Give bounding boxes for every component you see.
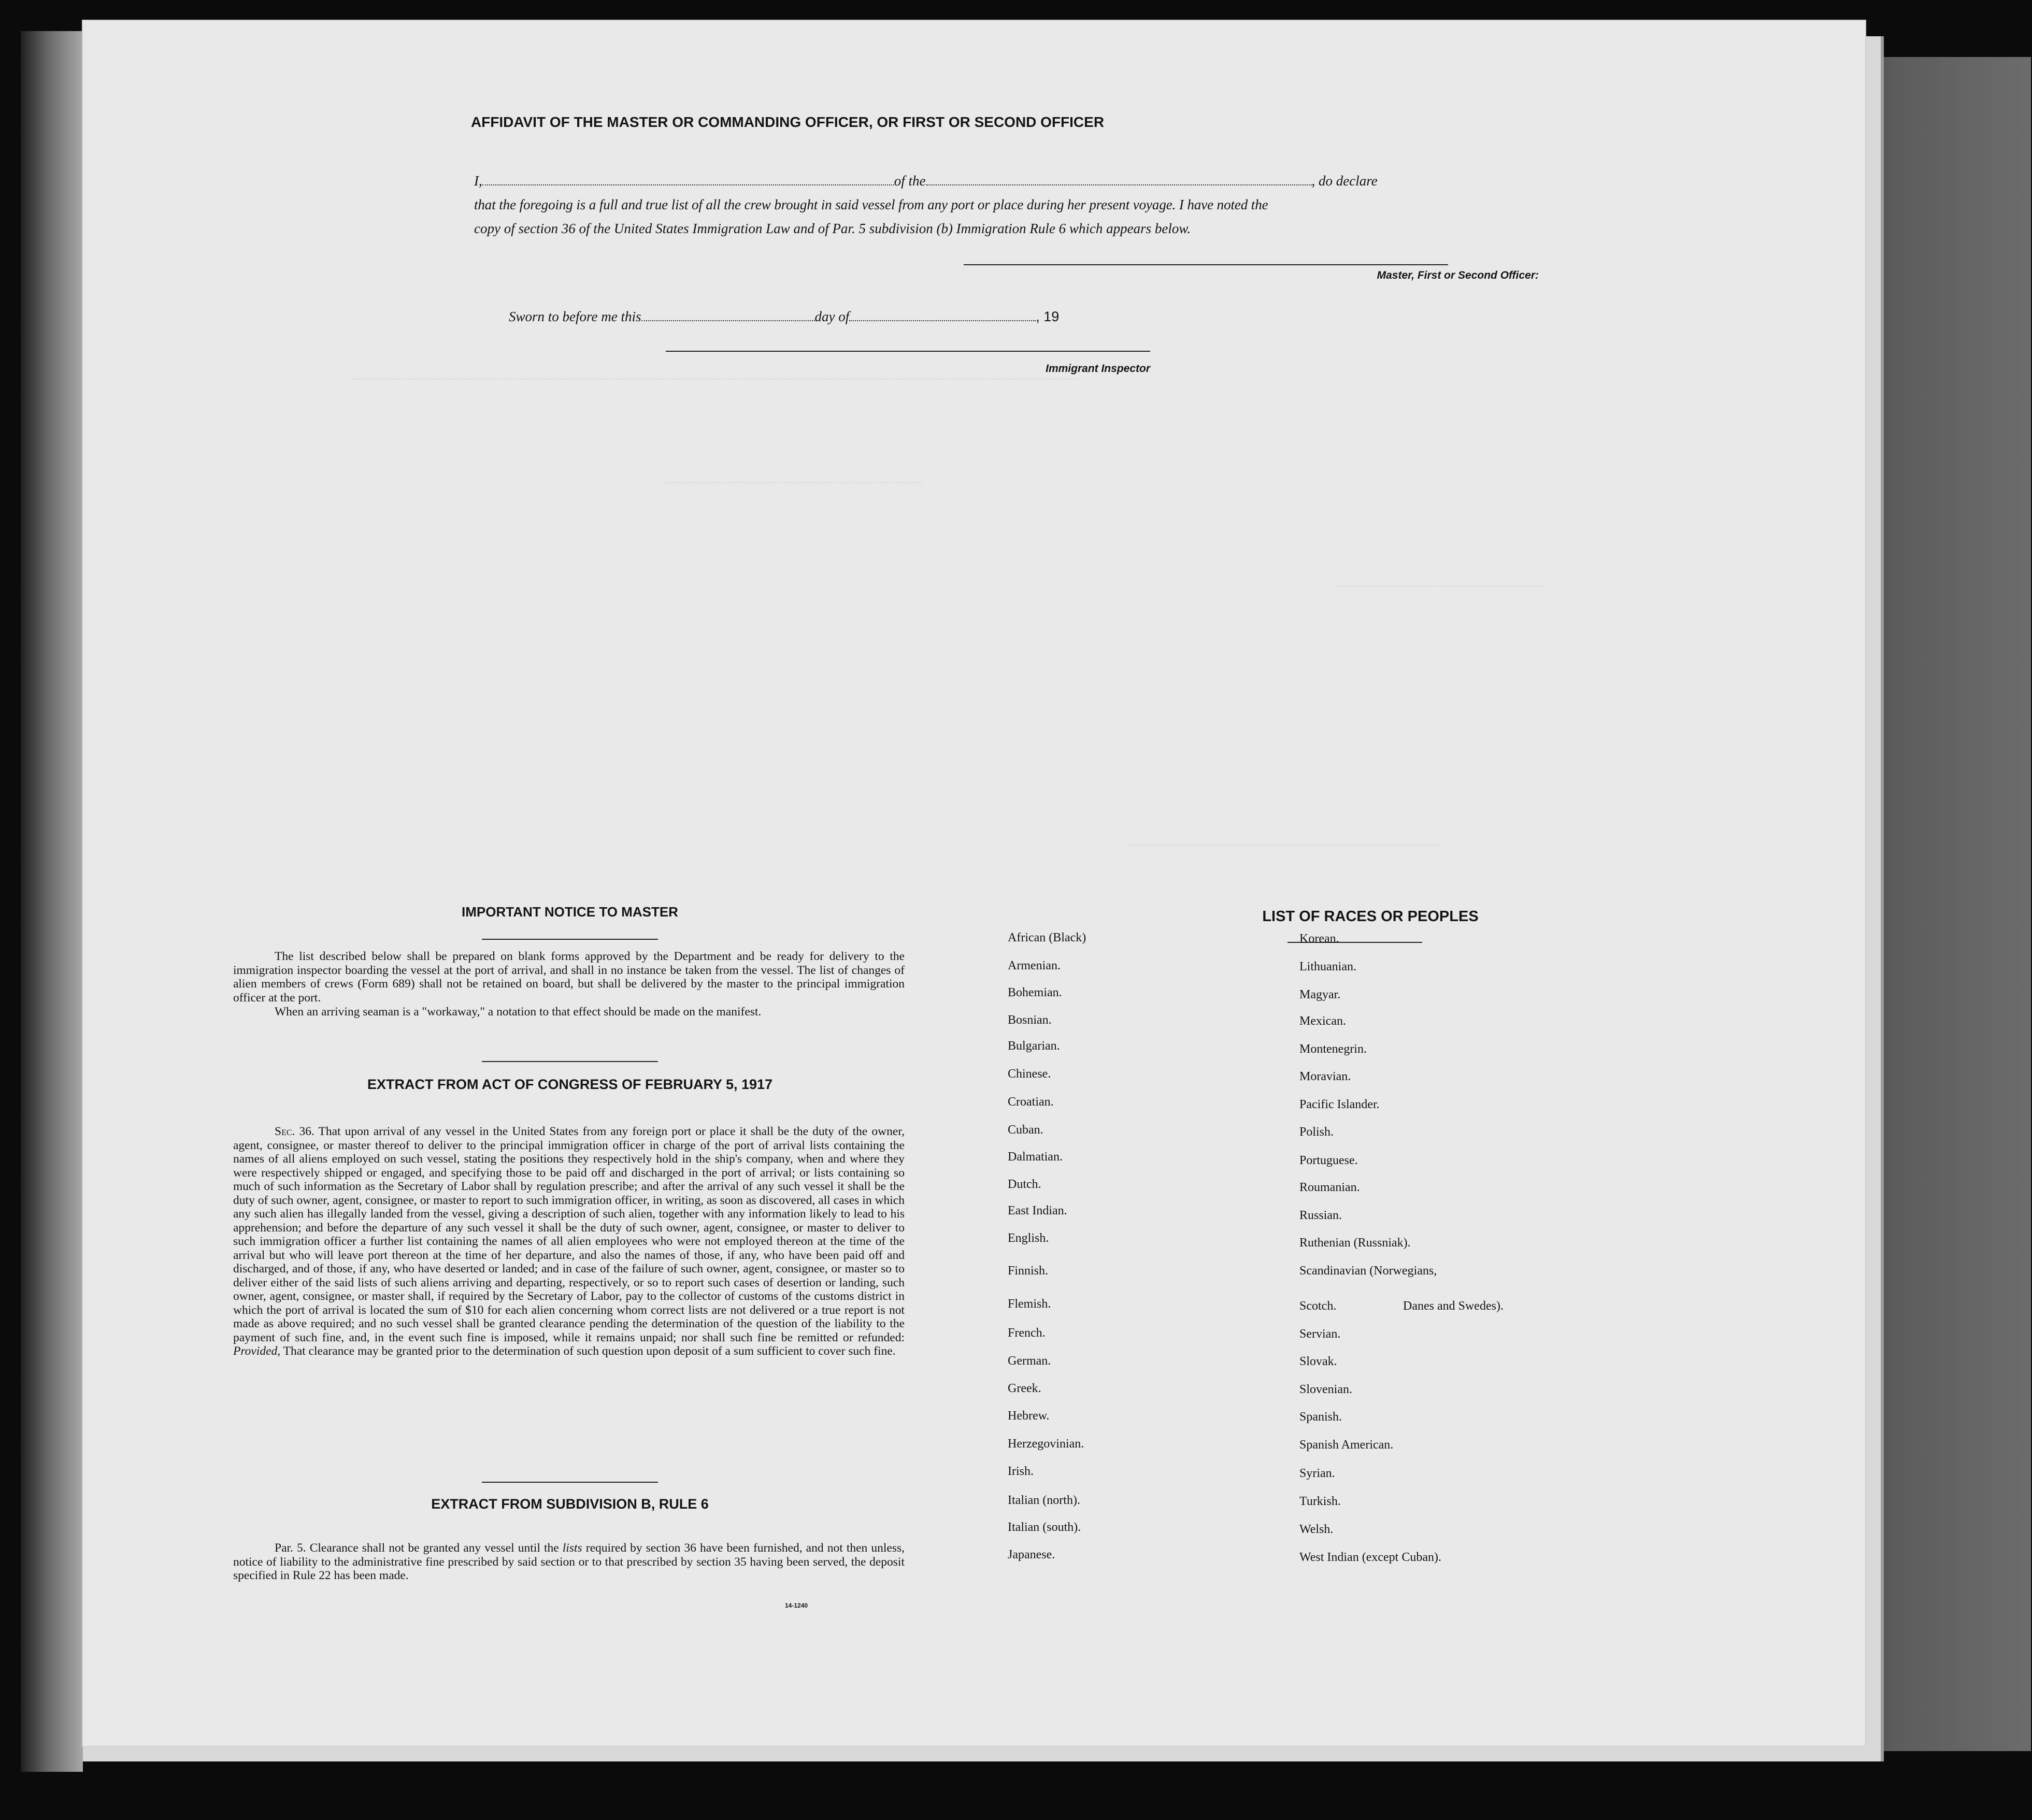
notice-rule xyxy=(482,939,658,940)
race-item: Mexican. xyxy=(1299,1014,1346,1028)
sworn-line xyxy=(509,305,1234,328)
race-item: Turkish. xyxy=(1299,1495,1341,1508)
race-item: Magyar. xyxy=(1299,988,1341,1001)
affidavit-i-label: I, xyxy=(474,173,482,189)
race-item: Cuban. xyxy=(1008,1123,1043,1137)
race-item: Pacific Islander. xyxy=(1299,1098,1380,1111)
race-item: German. xyxy=(1008,1354,1051,1368)
declare-label: , do declare xyxy=(1311,173,1378,189)
race-item: Roumanian. xyxy=(1299,1181,1360,1194)
sworn-day-field[interactable] xyxy=(641,320,815,321)
sec-label: Sec. 36. xyxy=(275,1125,314,1138)
race-item: Dalmatian. xyxy=(1008,1150,1063,1164)
master-signature-label: Master, First or Second Officer: xyxy=(1377,269,1539,281)
race-item: Chinese. xyxy=(1008,1067,1051,1081)
race-item: West Indian (except Cuban). xyxy=(1299,1551,1441,1564)
act-provided: Provided, xyxy=(233,1344,281,1358)
race-item: Hebrew. xyxy=(1008,1409,1050,1423)
bleed-through xyxy=(352,378,1699,896)
race-item: Irish. xyxy=(1008,1465,1034,1478)
form-code: 14-1240 xyxy=(785,1602,808,1609)
race-item: Syrian. xyxy=(1299,1467,1335,1480)
race-item: Scotch. xyxy=(1299,1299,1337,1313)
race-item: Finnish. xyxy=(1008,1264,1049,1278)
race-item: Croatian. xyxy=(1008,1095,1054,1109)
race-item: Spanish American. xyxy=(1299,1438,1394,1452)
race-item: Italian (south). xyxy=(1008,1521,1081,1534)
rule-text xyxy=(233,1541,905,1583)
year-label: , 19 xyxy=(1036,309,1060,324)
act-title: EXTRACT FROM ACT OF CONGRESS OF FEBRUARY 5, 1917 xyxy=(367,1077,773,1092)
race-item: Bulgarian. xyxy=(1008,1039,1060,1053)
race-item: Servian. xyxy=(1299,1327,1341,1341)
race-item: Ruthenian (Russniak). xyxy=(1299,1236,1411,1250)
race-scandinavian-cont: Danes and Swedes). xyxy=(1403,1299,1504,1313)
sworn-label: Sworn to before me this xyxy=(509,309,641,324)
notice-paragraph: The list described below shall be prepared on blank forms approved by the Department and be ready for delivery to the immigration inspector boarding the vessel at the port of arrival, and shall in no instance be taken from the vessel. The list of changes of alien members of crews (Form 689) shall not be retained on board, but shall be delivered by the master to the principal immigration officer at the port. xyxy=(233,950,905,1005)
inspector-label: Immigrant Inspector xyxy=(1046,363,1150,375)
rule-text-a: Par. 5. Clearance shall not be granted any vessel until the xyxy=(275,1541,559,1555)
notice-title: IMPORTANT NOTICE TO MASTER xyxy=(462,904,678,920)
affidavit-line3: copy of section 36 of the United States Immigration Law and of Par. 5 subdivision (b) Immigration Rule 6 which appears below. xyxy=(474,221,1191,236)
sworn-month-field[interactable] xyxy=(849,320,1036,321)
race-item: Russian. xyxy=(1299,1209,1342,1222)
vessel-field[interactable] xyxy=(926,184,1312,185)
race-item: Slovenian. xyxy=(1299,1383,1352,1396)
of-the-label: of the xyxy=(894,173,926,189)
day-of-label: day of xyxy=(814,309,850,324)
race-item: Spanish. xyxy=(1299,1410,1342,1424)
affidavit-title: AFFIDAVIT OF THE MASTER OR COMMANDING OFFICER, OR FIRST OR SECOND OFFICER xyxy=(470,114,1105,130)
race-item: Montenegrin. xyxy=(1299,1042,1367,1056)
race-item: French. xyxy=(1008,1326,1046,1340)
rule-rule-top xyxy=(482,1482,658,1483)
race-item: Korean. xyxy=(1299,932,1339,945)
race-item: Armenian. xyxy=(1008,959,1061,972)
act-text xyxy=(233,1125,905,1358)
race-item: East Indian. xyxy=(1008,1204,1067,1217)
affidavit-line1 xyxy=(474,169,1536,193)
race-item: Japanese. xyxy=(1008,1548,1055,1561)
race-item: Scandinavian (Norwegians, xyxy=(1299,1264,1437,1278)
race-item: Italian (north). xyxy=(1008,1494,1080,1507)
master-signature-line[interactable] xyxy=(964,264,1448,265)
rule-title: EXTRACT FROM SUBDIVISION B, RULE 6 xyxy=(431,1496,709,1512)
race-item: Dutch. xyxy=(1008,1178,1041,1191)
race-item: Portuguese. xyxy=(1299,1154,1358,1167)
race-item: English. xyxy=(1008,1231,1049,1245)
race-item: Bohemian. xyxy=(1008,986,1062,999)
binding-edge xyxy=(21,31,83,1772)
race-item: Flemish. xyxy=(1008,1297,1051,1311)
act-body: That upon arrival of any vessel in the United States from any foreign port or place it shall be the duty of the owner, agent, consignee, or master thereof to deliver to the principal immigration officer in charge of the port of arrival lists containing the names of all aliens employed on such vessel, stating the positions they respectively hold in the ship's company, when and where they were respectively shipped or engaged, and specifying those to be paid off and discharged in the port of arrival; or lists containing so much of such information as the Secretary of Labor shall by regulation prescribe; and after the arrival of any such vessel it shall be the duty of such owner, agent, consignee, or master to report to such immigration officer, in writing, as soon as discovered, all cases in which any such alien has illegally landed from the vessel, giving a description of such alien, together with any information likely to lead to his apprehension; and before the departure of any such vessel it shall be the duty of such owner, agent, consignee, or master to deliver to such immigration officer a further list containing the names of all alien employees who were not employed thereon at the time of the arrival but who will leave port thereon at the time of her departure, and also the names of those, if any, who have been paid off and discharged, and of those, if any, who have deserted or landed; and in case of the failure of such owner, agent, consignee, or master so to deliver either of the said lists of such aliens arriving and departing, respectively, or so to report such cases of desertion or landing, such owner, agent, consignee, or master shall, if required by the Secretary of Labor, pay to the collector of customs of the customs district in which the port of arrival is located the sum of $10 for each alien concerning whom correct lists are not delivered or a true report is not made as above required; and no such vessel shall be granted clearance pending the determination of the question of the liability to the payment of such fine, and, in the event such fine is imposed, while it remains unpaid; nor shall such fine be remitted or refunded: xyxy=(233,1125,905,1344)
rule-text-b: required by section 36 have been furnished, and not then unless, notice of liability to the administrative fine prescribed by said section or to that prescribed by section 35 having been served, the deposit specified in Rule 22 has been made. xyxy=(233,1541,905,1582)
inspector-signature-line[interactable] xyxy=(666,351,1150,352)
form-page xyxy=(83,21,1865,1746)
act-body-end: That clearance may be granted prior to the determination of such question upon deposit of a sum sufficient to cover such fine. xyxy=(283,1344,896,1358)
race-item: Herzegovinian. xyxy=(1008,1437,1084,1451)
race-item: Welsh. xyxy=(1299,1523,1334,1536)
race-item: Greek. xyxy=(1008,1382,1041,1395)
race-item: Slovak. xyxy=(1299,1355,1337,1368)
races-title: LIST OF RACES OR PEOPLES xyxy=(1262,908,1479,925)
race-item: Bosnian. xyxy=(1008,1013,1052,1027)
notice-workaway-paragraph: When an arriving seaman is a "workaway," a notation to that effect should be made on the manifest. xyxy=(275,1005,762,1019)
race-item: Polish. xyxy=(1299,1125,1334,1139)
act-rule-top xyxy=(482,1061,658,1062)
race-item: Lithuanian. xyxy=(1299,960,1356,973)
affidavit-line2: that the foregoing is a full and true list of all the crew brought in said vessel from any port or place during her present voyage. I have noted the xyxy=(474,197,1268,212)
rule-lists: lists xyxy=(562,1541,582,1555)
race-item: African (Black) xyxy=(1008,931,1086,944)
name-field[interactable] xyxy=(482,184,894,185)
race-item: Moravian. xyxy=(1299,1070,1351,1083)
